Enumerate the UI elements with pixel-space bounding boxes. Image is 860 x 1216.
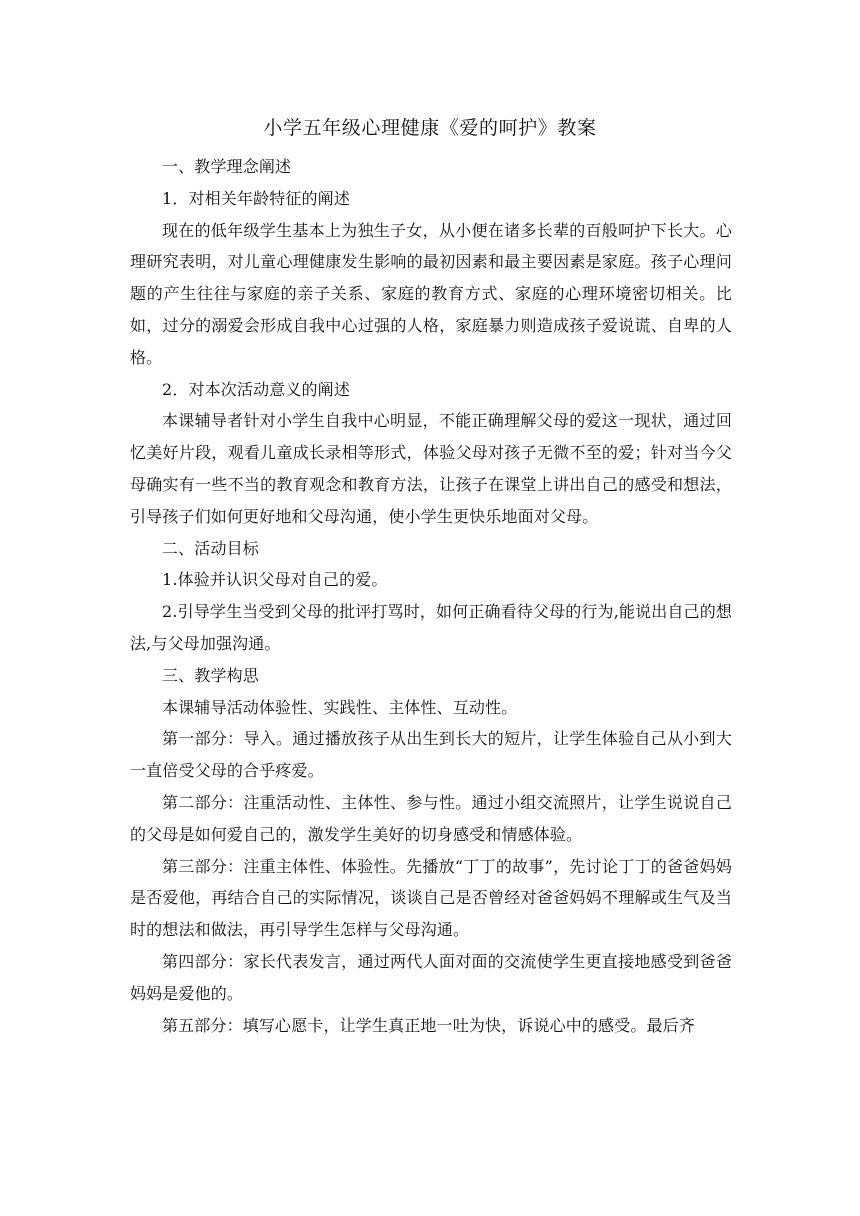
section-heading-3: 三、教学构思 [162, 665, 259, 685]
paragraph-part-1: 第一部分：导入。通过播放孩子从出生到长大的短片，让学生体验自己从小到大一直倍受父母的合乎疼爱。 [130, 729, 732, 781]
paragraph-part-3: 第三部分：注重主体性、体验性。先播放“丁丁的故事”，先讨论丁丁的爸爸妈妈是否爱他，再结合自己的实际情况，谈谈自己是否曾经对爸爸妈妈不理解或生气及当时的想法和做法，再引导学生怎样与父母沟通。 [130, 856, 732, 940]
paragraph-part-2: 第二部分：注重活动性、主体性、参与性。通过小组交流照片，让学生说说自己的父母是如何爱自己的，激发学生美好的切身感受和情感体验。 [130, 792, 732, 844]
section-heading-1: 一、教学理念阐述 [162, 157, 292, 176]
subsection-heading-1: 1．对相关年龄特征的阐述 [162, 188, 350, 208]
paragraph-design-overview: 本课辅导活动体验性、实践性、主体性、互动性。 [162, 697, 518, 717]
paragraph-age-characteristics: 现在的低年级学生基本上为独生子女，从小便在诸多长辈的百般呵护下长大。心理研究表明，对儿童心理健康发生影响的最初因素和最主要因素是家庭。孩子心理问题的产生往往与家庭的亲子关系、家庭的教育方式、家庭的心理环境密切相关。比如，过分的溺爱会形成自我中心过强的人格，家庭暴力则造成孩子爱说谎、自卑的人格。 [130, 220, 732, 367]
document-title: 小学五年级心理健康《爱的呵护》教案 [263, 117, 597, 139]
goal-item-1: 1.体验并认识父母对自己的爱。 [162, 570, 388, 590]
document-body [130, 151, 732, 1041]
goal-item-2: 2.引导学生当受到父母的批评打骂时，如何正确看待父母的行为,能说出自己的想法,与父母加强沟通。 [130, 602, 732, 653]
subsection-heading-2: 2．对本次活动意义的阐述 [162, 379, 350, 399]
paragraph-activity-significance: 本课辅导者针对小学生自我中心明显，不能正确理解父母的爱这一现状，通过回忆美好片段，观看儿童成长录相等形式，体验父母对孩子无微不至的爱；针对当今父母确实有一些不当的教育观念和教育方法，让孩子在课堂上讲出自己的感受和想法，引导孩子们如何更好地和父母沟通，使小学生更快乐地面对父母。 [130, 411, 732, 526]
section-heading-2: 二、活动目标 [162, 538, 259, 558]
paragraph-part-5: 第五部分：填写心愿卡，让学生真正地一吐为快，诉说心中的感受。最后齐 [162, 1015, 695, 1035]
paragraph-part-4: 第四部分：家长代表发言，通过两代人面对面的交流使学生更直接地感受到爸爸妈妈是爱他的。 [130, 951, 732, 1003]
